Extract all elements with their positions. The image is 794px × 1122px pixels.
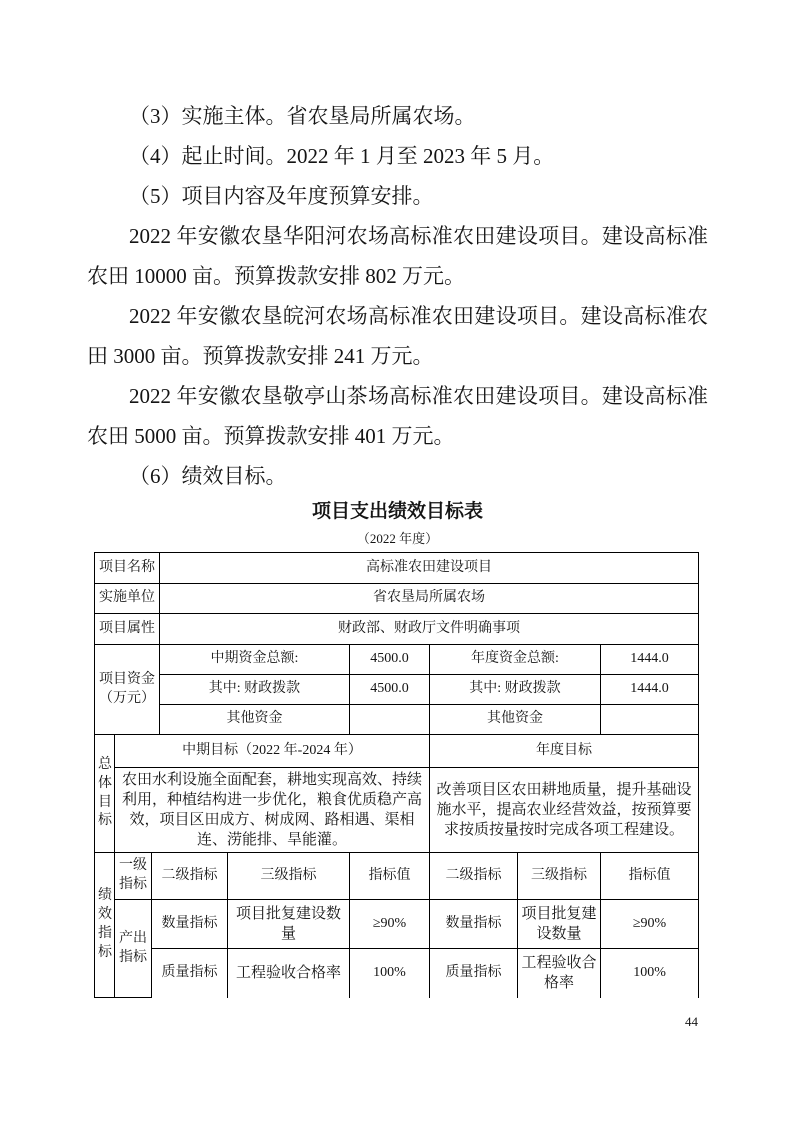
annual-other-label: 其他资金: [430, 705, 601, 735]
body-text: [87, 96, 708, 496]
quantity-level3-right: 项目批复建设数量: [518, 900, 601, 949]
header-value-right: 指标值: [601, 853, 699, 900]
quality-value-left: 100%: [350, 949, 430, 998]
paragraph-content-heading: （5）项目内容及年度预算安排。: [129, 184, 434, 208]
annual-total-value: 1444.0: [601, 645, 699, 675]
row-indicator-headers: [95, 853, 699, 900]
row-funds-fiscal: [95, 675, 699, 705]
performance-indicator-label: 绩效指标: [95, 853, 115, 998]
performance-target-table: [94, 552, 699, 998]
implement-unit-label: 实施单位: [95, 584, 160, 614]
row-funds-other: [95, 705, 699, 735]
header-level2-right: 二级指标: [430, 853, 518, 900]
header-value-left: 指标值: [350, 853, 430, 900]
row-funds-total: [95, 645, 699, 675]
mid-fiscal-value: 4500.0: [350, 675, 430, 705]
project-name-label: 项目名称: [95, 553, 160, 584]
header-level2-left: 二级指标: [152, 853, 228, 900]
annual-goal-text: 改善项目区农田耕地质量，提升基础设施水平，提高农业经营效益，按预算要求按质按量按时完成各项工程建设。: [430, 768, 699, 853]
paragraph-implement-subject: （3）实施主体。省农垦局所属农场。: [129, 104, 476, 128]
quality-level3-left: 工程验收合格率: [228, 949, 350, 998]
project-attribute-value: 财政部、财政厅文件明确事项: [160, 614, 699, 645]
paragraph-project-jingtingshan: 2022 年安徽农垦敬亭山茶场高标准农田建设项目。建设高标准农田 5000 亩。预算拨款安排 401 万元。: [87, 384, 708, 448]
paragraph-time-range: （4）起止时间。2022 年 1 月至 2023 年 5 月。: [129, 144, 555, 168]
annual-goal-header: 年度目标: [430, 735, 699, 768]
mid-other-value: [350, 705, 430, 735]
header-level1: 一级指标: [115, 853, 152, 900]
page-number: 44: [685, 1014, 698, 1029]
annual-fiscal-value: 1444.0: [601, 675, 699, 705]
annual-total-label: 年度资金总额:: [430, 645, 601, 675]
quantity-level2-right: 数量指标: [430, 900, 518, 949]
row-goal-texts: [95, 768, 699, 853]
overall-goal-label: 总体目标: [95, 735, 115, 853]
mid-fiscal-label: 其中: 财政拨款: [160, 675, 350, 705]
output-indicator-cell: 产出指标: [115, 900, 152, 998]
annual-other-value: [601, 705, 699, 735]
mid-other-label: 其他资金: [160, 705, 350, 735]
project-attribute-label: 项目属性: [95, 614, 160, 645]
mid-total-label: 中期资金总额:: [160, 645, 350, 675]
row-goal-headers: [95, 735, 699, 768]
quality-value-right: 100%: [601, 949, 699, 998]
row-quality-indicator: [95, 949, 699, 998]
quality-level2-right: 质量指标: [430, 949, 518, 998]
quality-level3-right: 工程验收合格率: [518, 949, 601, 998]
row-project-attribute: [95, 614, 699, 645]
table-title: 项目支出绩效目标表: [311, 501, 483, 522]
row-implement-unit: [95, 584, 699, 614]
paragraph-project-huayanghe: 2022 年安徽农垦华阳河农场高标准农田建设项目。建设高标准农田 10000 亩。预算拨款安排 802 万元。: [87, 224, 708, 288]
project-name-value: 高标准农田建设项目: [160, 553, 699, 584]
quantity-level2-left: 数量指标: [152, 900, 228, 949]
midterm-goal-text: 农田水利设施全面配套，耕地实现高效、持续利用，种植结构进一步优化，粮食优质稳产高效，项目区田成方、树成网、路相遇、渠相连、涝能排、旱能灌。: [115, 768, 430, 853]
implement-unit-value: 省农垦局所属农场: [160, 584, 699, 614]
row-project-name: [95, 553, 699, 584]
midterm-goal-header: 中期目标（2022 年-2024 年）: [115, 735, 430, 768]
quantity-value-left: ≥90%: [350, 900, 430, 949]
paragraph-project-wanhe: 2022 年安徽农垦皖河农场高标准农田建设项目。建设高标准农田 3000 亩。预算拨款安排 241 万元。: [87, 304, 708, 368]
header-level3-right: 三级指标: [518, 853, 601, 900]
quantity-level3-left: 项目批复建设数量: [228, 900, 350, 949]
paragraph-performance-heading: （6）绩效目标。: [129, 464, 287, 488]
row-quantity-indicator: [95, 900, 699, 949]
header-level3-left: 三级指标: [228, 853, 350, 900]
funds-label: 项目资金（万元）: [95, 645, 160, 735]
quality-level2-left: 质量指标: [152, 949, 228, 998]
mid-total-value: 4500.0: [350, 645, 430, 675]
table-subtitle: （2022 年度）: [356, 531, 439, 546]
annual-fiscal-label: 其中: 财政拨款: [430, 675, 601, 705]
quantity-value-right: ≥90%: [601, 900, 699, 949]
